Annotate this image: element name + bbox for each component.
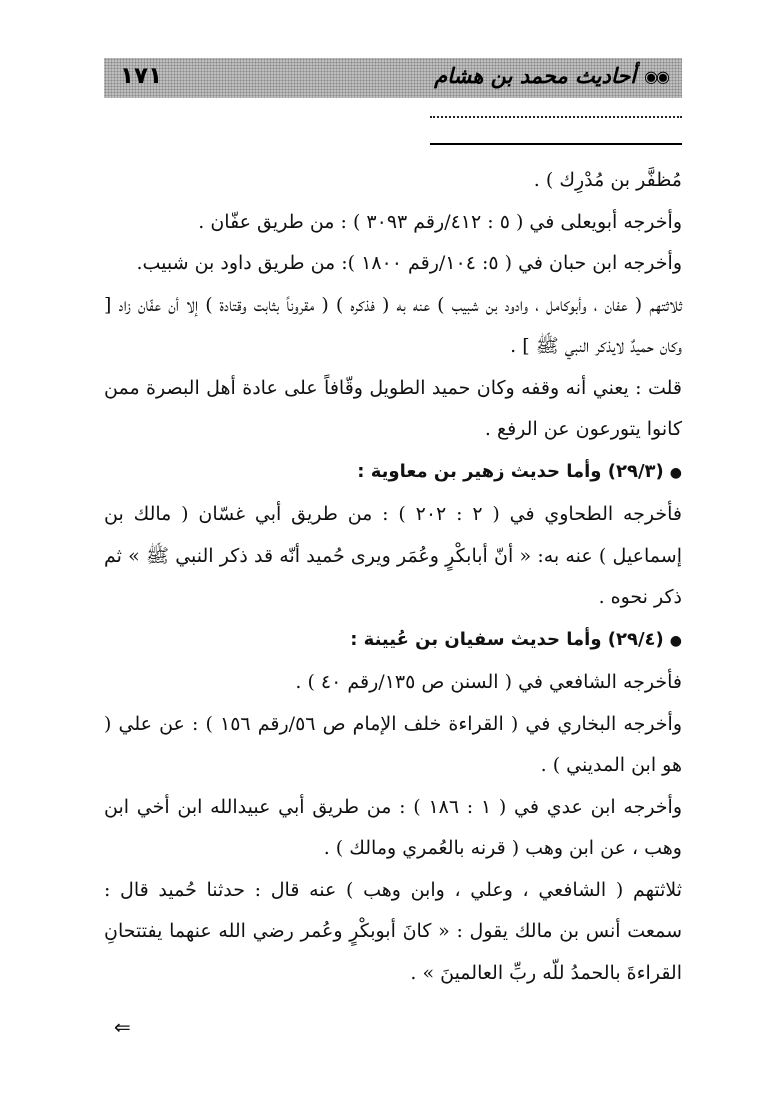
paragraph: ثلاثتهم ( الشافعي ، وعلي ، وابن وهب ) عنه قال : حدثنا حُميد قال : سمعت أنس بن مالك يقول : « كانَ أبوبكْرٍ وعُمر رضي الله عنهما يفتتحانِ القراءةَ بالحمدُ للّه ربِّ العالمينَ » . <box>104 878 682 984</box>
paragraph: وأخرجه البخاري في ( القراءة خلف الإمام ص ٥٦/رقم ١٥٦ ) : عن علي ( هو ابن المديني ) . <box>104 712 683 776</box>
header-title <box>434 64 668 88</box>
section-heading <box>104 451 682 495</box>
paragraph: ثلاثتهم ( عفان ، وأبوكامل ، وادود بن شبيب ) عنه به ( فذكره ) ( مقروناً بثابت وقتادة ) إلا أن عفّان زاد [ وكان حميدٌ لايذكر النبي ﷺ ] . <box>104 293 682 357</box>
running-header <box>104 58 682 98</box>
paragraph: مُظفَّر بن مُدْرِك ) . <box>533 169 682 191</box>
bullet-icon: ● <box>669 464 682 481</box>
next-page-arrow-icon[interactable]: ⇐ <box>114 1015 131 1039</box>
ornament-icon: ◉◉ <box>644 66 668 86</box>
paragraph: قلت : يعني أنه وقفه وكان حميد الطويل وقّافاً على عادة أهل البصرة ممن كانوا يتورعون عن الرفع . <box>104 376 682 440</box>
page-body <box>104 160 682 994</box>
paragraph: فأخرجه الشافعي في ( السنن ص ١٣٥/رقم ٤٠ ) . <box>295 671 682 693</box>
paragraph: وأخرجه أبويعلى في ( ٥ : ٤١٢/رقم ٣٠٩٣ ) : من طريق عفّان . <box>198 210 682 233</box>
paragraph: فأخرجه الطحاوي في ( ٢ : ٢٠٢ ) : من طريق أبي غسّان ( مالك بن إسماعيل ) عنه به: « أنّ أبابكْرٍ وعُمَر ويرى حُميد أنّه قد ذكر النبي ﷺ » ثم ذكر نحوه . <box>104 503 683 608</box>
section-heading-text: (٢٩/٤) وأما حديث سفيان بن عُيينة : <box>350 628 664 650</box>
section-heading <box>104 619 682 663</box>
page-number: ١٧١ <box>120 63 163 89</box>
dotted-divider <box>430 116 682 118</box>
bullet-icon: ● <box>669 632 682 649</box>
book-title: أحاديث محمد بن هشام <box>434 64 637 88</box>
paragraph: وأخرجه ابن عدي في ( ١ : ١٨٦ ) : من طريق أبي عبيدالله ابن أخي ابن وهب ، عن ابن وهب ( قرنه بالعُمري ومالك ) . <box>104 795 682 859</box>
header-rule <box>430 143 682 145</box>
paragraph: وأخرجه ابن حبان في ( ٥: ١٠٤/رقم ١٨٠٠ ): من طريق داود بن شبيب. <box>136 252 682 274</box>
section-heading-text: (٢٩/٣) وأما حديث زهير بن معاوية : <box>357 460 664 482</box>
